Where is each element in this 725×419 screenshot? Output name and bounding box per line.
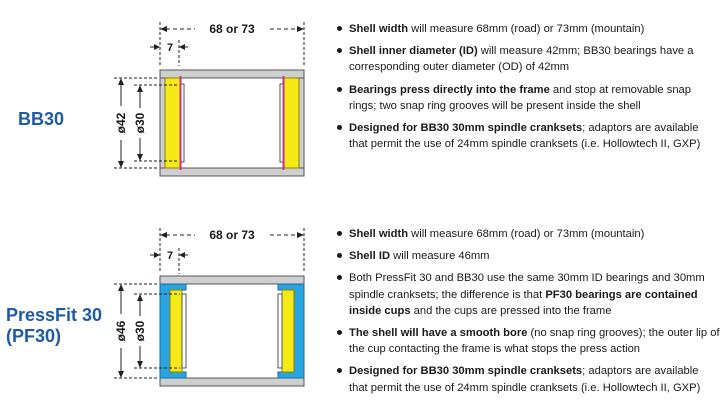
bullet-icon — [337, 368, 342, 373]
pf30-diagram-svg — [100, 212, 330, 417]
pf30-right-cup — [278, 284, 304, 378]
list-item: Shell width will measure 68mm (road) or 73mm (mountain) — [336, 21, 720, 37]
bb30-inner-diameter-label: ø30 — [133, 112, 147, 134]
bb30-offset-dimension — [150, 40, 188, 66]
bb30-outer-diameter-label: ø42 — [114, 112, 128, 134]
list-item: The shell will have a smooth bore (no snap ring grooves); the outer lip of the cup contacting the frame is what stops the press action — [336, 325, 720, 357]
pf30-section — [0, 212, 725, 419]
bb30-width-dimension — [160, 22, 304, 66]
pf30-inner-diameter-label: ø30 — [133, 320, 147, 342]
bullet-icon — [337, 87, 342, 92]
bb30-diagram-svg — [100, 0, 330, 205]
list-item: Shell ID will measure 46mm — [336, 248, 720, 264]
pf30-diagram — [100, 212, 330, 417]
pf30-title-line2: (PF30) — [6, 326, 62, 346]
bb30-title: BB30 — [17, 109, 65, 129]
pf30-outer-diameter-label: ø46 — [114, 320, 128, 342]
bullet-icon — [337, 125, 342, 130]
bb30-offset-label: 7 — [166, 42, 174, 54]
pf30-offset-label: 7 — [166, 250, 174, 262]
bb30-section — [0, 0, 725, 200]
pf30-offset-dimension — [150, 248, 188, 274]
list-item: Designed for BB30 30mm spindle cranksets; adaptors are available that permit the use of 24mm spindle cranksets (i.e. Hollowtech II, GXP) — [336, 363, 720, 395]
bullet-icon — [337, 48, 342, 53]
list-item: Designed for BB30 30mm spindle cranksets; adaptors are available that permit the use of 24mm spindle cranksets (i.e. Hollowtech II, GXP) — [336, 120, 720, 152]
pf30-feature-list — [336, 226, 720, 402]
bullet-icon — [337, 275, 342, 280]
pf30-title-line1: PressFit 30 — [6, 305, 103, 325]
bullet-icon — [337, 26, 342, 31]
pf30-title — [6, 305, 106, 347]
list-item: Shell width will measure 68mm (road) or 73mm (mountain) — [336, 226, 720, 242]
pf30-width-label: 68 or 73 — [209, 228, 255, 242]
pf30-width-dimension — [160, 228, 304, 272]
bb30-diagram — [100, 0, 330, 205]
pf30-left-cup — [160, 284, 186, 378]
bullet-icon — [337, 231, 342, 236]
list-item: Both PressFit 30 and BB30 use the same 30mm ID bearings and 30mm spindle cranksets; the difference is that PF30 bearings are contained inside cups and the cups are pressed into the frame — [336, 270, 720, 319]
list-item: Shell inner diameter (ID) will measure 42mm; BB30 bearings have a corresponding outer diameter (OD) of 42mm — [336, 43, 720, 75]
list-item: Bearings press directly into the frame and stop at removable snap rings; two snap ring grooves will be present inside the shell — [336, 82, 720, 114]
bb30-width-label: 68 or 73 — [209, 22, 255, 36]
bb30-feature-list — [336, 21, 720, 158]
bullet-icon — [337, 253, 342, 258]
bullet-icon — [337, 330, 342, 335]
